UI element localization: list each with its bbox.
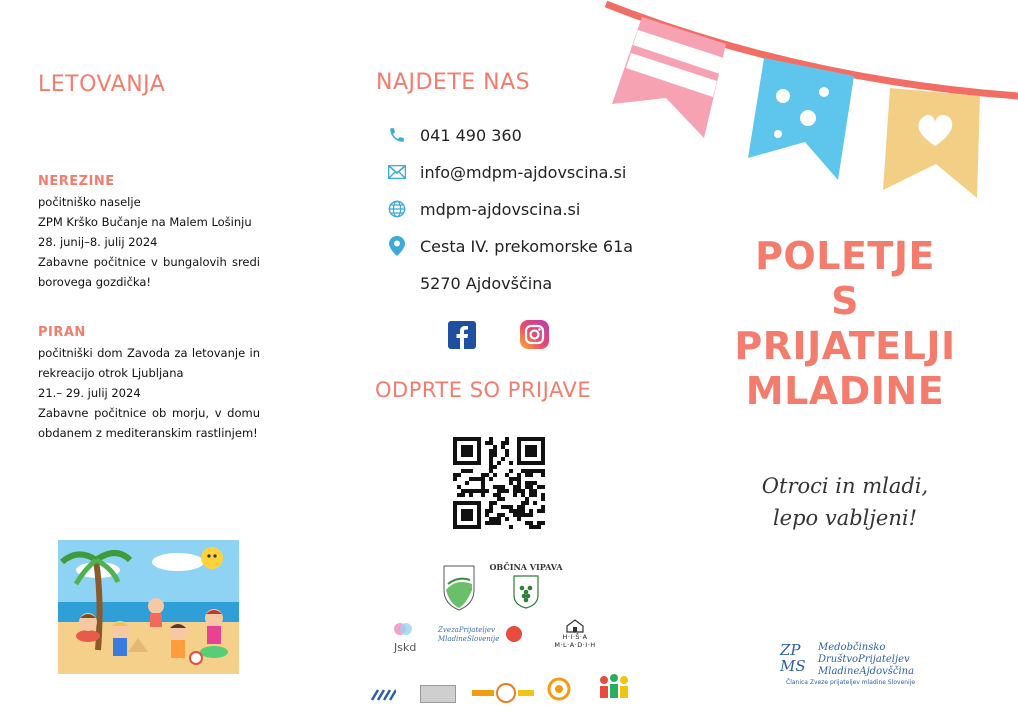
camp-line: 28. junij–8. julij 2024 (38, 235, 158, 249)
camp-line: borovega gozdička! (38, 275, 152, 289)
sponsor-logo-people (596, 672, 632, 706)
hisa-mladih-logo (547, 619, 603, 655)
jskd-logo (390, 621, 434, 655)
najdete-nas-heading: NAJDETE NAS (376, 70, 531, 95)
qr-code[interactable] (453, 437, 545, 529)
hisa-mladih-label: H·I·Š·A M·L·A·D·I·H (554, 633, 596, 649)
letovanja-heading: LETOVANJA (38, 72, 166, 97)
bunting-flag-pink (612, 17, 726, 138)
zveza-prijateljev-logo (438, 626, 524, 644)
zpms-mark: ZPMS (780, 641, 806, 675)
address-line-1: Cesta IV. prekomorske 61a (420, 236, 634, 256)
camp-line: Zabavne počitnice v bungalovih sredi (38, 255, 260, 269)
instagram-icon[interactable] (520, 320, 549, 349)
location-pin-icon (386, 235, 408, 257)
mdpm-ajdovscina-logo (780, 640, 940, 688)
org-name-line: DruštvoPrijateljev (818, 654, 910, 665)
camp-line: rekreacijo otrok Ljubljana (38, 366, 184, 380)
slogan (730, 470, 960, 534)
envelope-icon (386, 161, 408, 183)
title-line: POLETJE (755, 234, 935, 278)
slogan-line: lepo vabljeni! (772, 506, 918, 530)
main-title (700, 234, 990, 414)
title-line: MLADINE (745, 369, 945, 413)
phone-number: 041 490 360 (420, 125, 522, 145)
camp-nerezine (38, 174, 260, 292)
zveza-badge-icon (506, 626, 522, 642)
zveza-label: ZvezaPrijateljev MladineSlovenije (438, 626, 500, 643)
email-address: info@mdpm-ajdovscina.si (420, 162, 627, 182)
title-line: PRIJATELJI (734, 324, 956, 368)
bunting-flag-yellow (883, 88, 980, 198)
camp-line: počitniški dom Zavoda za letovanje in (38, 346, 260, 360)
facebook-icon[interactable] (448, 321, 476, 349)
contact-address-2 (386, 271, 646, 295)
address-line-2: 5270 Ajdovščina (420, 273, 553, 293)
obcina-vipava-logo (489, 562, 563, 609)
camp-line: 21.– 29. julij 2024 (38, 386, 141, 400)
org-name-line: Medobčinsko (818, 642, 886, 653)
slogan-line: Otroci in mladi, (761, 474, 929, 498)
sponsor-logo-stripes (370, 687, 396, 701)
org-tagline: Članica Zveze prijateljev mladine Slovenije (786, 679, 916, 686)
camp-line: ZPM Krško Bučanje na Malem Lošinju (38, 215, 252, 229)
camp-line: Zabavne počitnice ob morju, v domu (38, 406, 260, 420)
camp-piran (38, 325, 260, 443)
sponsor-logo-orange (544, 674, 574, 704)
camp-line: obdanem z mediteranskim rastlinjem! (38, 426, 258, 440)
globe-icon (386, 198, 408, 220)
phone-icon (386, 124, 408, 146)
beach-kids-illustration (58, 540, 239, 674)
prijave-heading: ODPRTE SO PRIJAVE (375, 378, 592, 402)
title-line: S (831, 279, 859, 323)
sponsor-logo-pumpkin (472, 682, 536, 704)
contact-website[interactable] (386, 197, 646, 221)
camp-name: NEREZINE (38, 174, 115, 189)
contact-address (386, 234, 646, 258)
camp-line: počitniško naselje (38, 195, 141, 209)
jskd-label: Jskd (394, 641, 417, 654)
obcina-vipava-label: OBČINA VIPAVA (489, 562, 563, 572)
obcina-ajdovscina-logo (436, 560, 482, 612)
website-url: mdpm-ajdovscina.si (420, 199, 581, 219)
bunting-decoration (600, 0, 1018, 200)
spacer (386, 272, 408, 294)
camp-name: PIRAN (38, 325, 86, 340)
bunting-flag-blue (748, 58, 854, 180)
sponsor-logo-grey (420, 685, 456, 703)
org-name-line: MladineAjdovščina (818, 666, 915, 677)
